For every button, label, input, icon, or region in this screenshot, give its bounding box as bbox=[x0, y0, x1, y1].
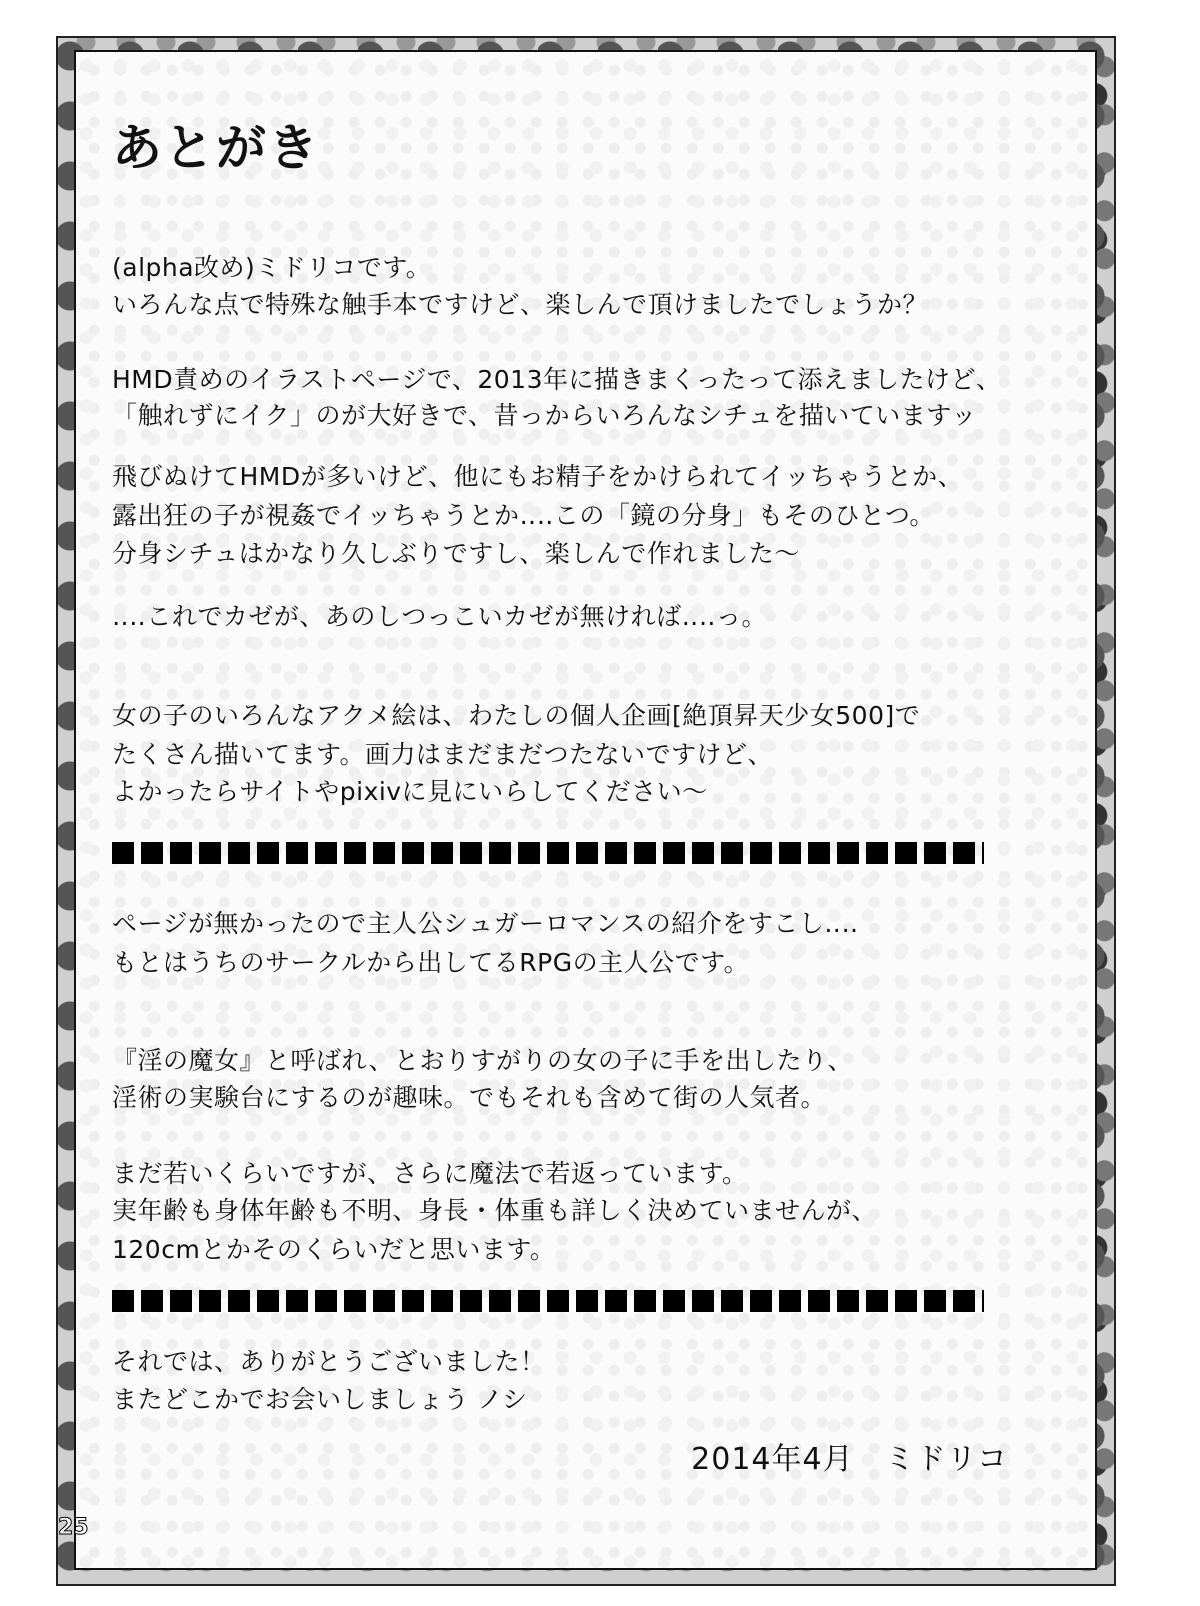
text-line: いろんな点で特殊な触手本ですけど、楽しんで頂けましたでしょうか？ bbox=[112, 290, 929, 319]
text-line: (alpha改め)ミドリコです。 bbox=[112, 253, 432, 282]
text-line: 女の子のいろんなアクメ絵は、わたしの個人企画[絶頂昇天少女500]で bbox=[112, 701, 921, 730]
page-title: あとがき bbox=[112, 119, 320, 177]
text-line: 実年齢も身体年齢も不明、身長・体重も詳しく決めていませんが、 bbox=[112, 1196, 878, 1225]
signature-date: 2014年4月 ミドリコ bbox=[691, 1442, 1008, 1477]
text-line: 分身シチュはかなり久しぶりですし、楽しんで作れました〜 bbox=[112, 539, 800, 568]
text-line: もとはうちのサークルから出してるRPGの主人公です。 bbox=[112, 948, 750, 977]
text-line: 120cmとかそのくらいだと思います。 bbox=[112, 1235, 556, 1264]
text-line: 「触れずにイク」のが大好きで、昔っからいろんなシチュを描いていますッ bbox=[112, 401, 977, 430]
text-line: ‥‥これでカゼが、あのしつっこいカゼが無ければ‥‥っ。 bbox=[112, 602, 768, 631]
text-line: 淫術の実験台にするのが趣味。でもそれも含めて街の人気者。 bbox=[112, 1083, 827, 1112]
text-line: 『淫の魔女』と呼ばれ、とおりすがりの女の子に手を出したり、 bbox=[112, 1046, 854, 1075]
text-line: よかったらサイトやpixivに見にいらしてください〜 bbox=[112, 777, 708, 806]
page-number: 25 bbox=[58, 1515, 89, 1540]
text-line: たくさん描いてます。画力はまだまだつたないですけど、 bbox=[112, 740, 774, 769]
divider-blocks bbox=[112, 842, 984, 864]
text-line: まだ若いくらいですが、さらに魔法で若返っています。 bbox=[112, 1159, 748, 1188]
divider-blocks bbox=[112, 1290, 984, 1312]
text-line: それでは、ありがとうございました！ bbox=[112, 1347, 546, 1376]
text-line: HMD責めのイラストページで、2013年に描きまくったって添えましたけど、 bbox=[112, 365, 1002, 394]
text-line: またどこかでお会いしましょう ノシ bbox=[112, 1385, 528, 1414]
text-line: 飛びぬけてHMDが多いけど、他にもお精子をかけられてイッちゃうとか、 bbox=[112, 462, 964, 491]
text-line: 露出狂の子が視姦でイッちゃうとか‥‥この「鏡の分身」もそのひとつ。 bbox=[112, 501, 935, 530]
text-line: ページが無かったので主人公シュガーロマンスの紹介をすこし‥‥ bbox=[112, 909, 859, 938]
